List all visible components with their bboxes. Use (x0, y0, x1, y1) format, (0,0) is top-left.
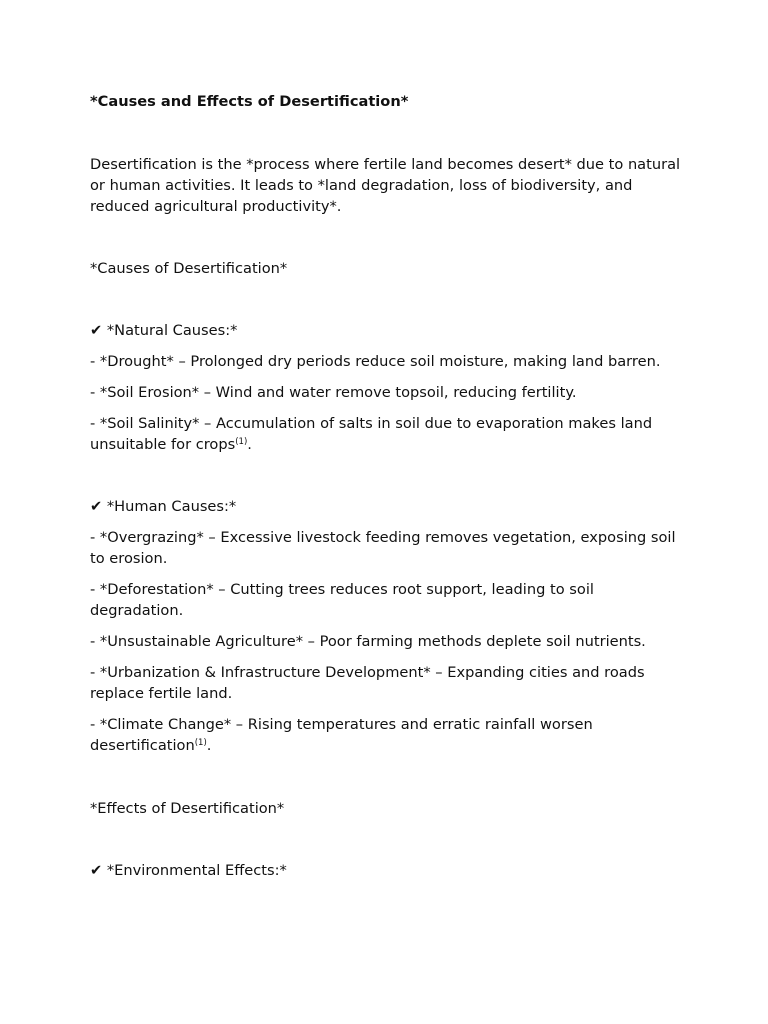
causes-heading: *Causes of Desertification* (90, 260, 288, 277)
natural-causes-list (90, 351, 690, 455)
list-item (90, 527, 690, 569)
list-item-text: - *Drought* – Prolonged dry periods reduce soil moisture, making land barren. (90, 353, 661, 370)
list-item-text: - *Deforestation* – Cutting trees reduces root support, leading to soil degradation. (90, 581, 594, 619)
list-item (90, 631, 690, 652)
list-item (90, 351, 690, 372)
list-item (90, 579, 690, 621)
effects-heading: *Effects of Desertification* (90, 800, 285, 817)
human-causes-heading: ✔ *Human Causes:* (90, 498, 237, 515)
list-item (90, 714, 690, 756)
document-page (90, 91, 690, 881)
list-item-text: - *Urbanization & Infrastructure Development* – Expanding cities and roads replace fertile land. (90, 664, 645, 702)
list-item-text: - *Climate Change* – Rising temperatures and erratic rainfall worsen desertification (90, 716, 593, 754)
footnote-ref: (1) (194, 738, 207, 748)
intro-paragraph: Desertification is the *process where fertile land becomes desert* due to natural or human activities. It leads to *land degradation, loss of biodiversity, and reduced agricultural productivity*. (90, 156, 681, 215)
list-item-end: . (247, 436, 252, 453)
list-item (90, 662, 690, 704)
list-item-text: - *Soil Salinity* – Accumulation of salts in soil due to evaporation makes land unsuitable for crops (90, 415, 653, 453)
list-item-text: - *Unsustainable Agriculture* – Poor farming methods deplete soil nutrients. (90, 633, 646, 650)
list-item-text: - *Soil Erosion* – Wind and water remove topsoil, reducing fertility. (90, 384, 577, 401)
environmental-effects-heading: ✔ *Environmental Effects:* (90, 862, 287, 879)
list-item-text: - *Overgrazing* – Excessive livestock feeding removes vegetation, exposing soil to erosion. (90, 529, 676, 567)
list-item (90, 382, 690, 403)
list-item-end: . (206, 737, 212, 754)
document-title: *Causes and Effects of Desertification* (90, 93, 409, 110)
human-causes-list (90, 527, 690, 756)
natural-causes-heading: ✔ *Natural Causes:* (90, 322, 238, 339)
footnote-ref: (1) (235, 437, 248, 447)
list-item (90, 413, 690, 455)
